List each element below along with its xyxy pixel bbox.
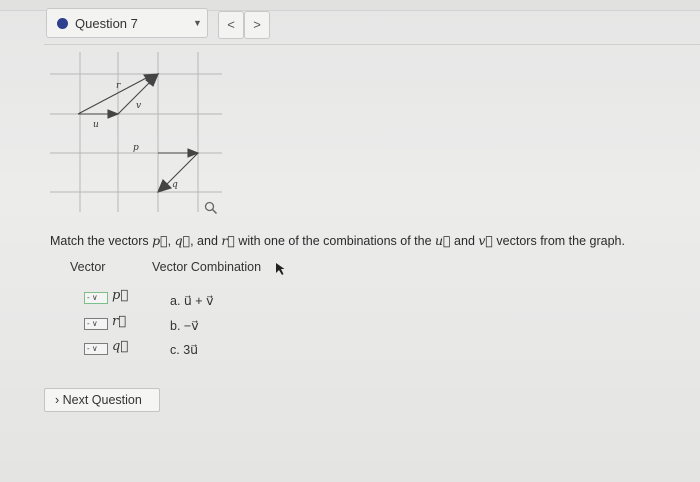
- magnify-icon[interactable]: [204, 201, 218, 215]
- question-prompt: Match the vectors p⃗, q⃗, and r⃗ with one of the combinations of the u⃗ and v⃗ vectors from the graph.: [50, 233, 625, 248]
- graph-grid: [50, 52, 222, 212]
- match-var-p: p⃗: [112, 288, 129, 303]
- question-label: Question 7: [75, 16, 138, 31]
- match-select-r[interactable]: - ∨: [84, 318, 108, 330]
- status-dot-icon: [57, 18, 68, 29]
- vector-p: [158, 149, 198, 157]
- label-r: r: [116, 81, 121, 91]
- option-c: c. 3u⃗: [170, 343, 199, 357]
- label-p: p: [133, 143, 139, 153]
- match-var-q: q⃗: [112, 339, 129, 354]
- next-question-arrow-button[interactable]: >: [244, 11, 270, 39]
- vector-q: [158, 153, 198, 192]
- vector-column-header: Vector: [70, 260, 106, 274]
- header-divider: [44, 44, 700, 45]
- match-var-r: r⃗: [112, 314, 127, 329]
- previous-question-button[interactable]: <: [218, 11, 244, 39]
- next-question-button[interactable]: › Next Question: [44, 388, 160, 412]
- option-a: a. u⃗ + v⃗: [170, 294, 214, 308]
- vector-graph: [50, 52, 230, 217]
- label-q: q: [172, 180, 178, 190]
- option-b: b. −v⃗: [170, 319, 199, 333]
- caret-down-icon: ▼: [193, 18, 202, 28]
- label-u: u: [93, 120, 99, 130]
- match-select-q[interactable]: - ∨: [84, 343, 108, 355]
- label-v: v: [136, 101, 142, 111]
- combination-column-header: Vector Combination: [152, 260, 262, 274]
- mouse-pointer-icon: [275, 262, 285, 276]
- match-select-p[interactable]: - ∨: [84, 292, 108, 304]
- question-selector[interactable]: [46, 8, 208, 38]
